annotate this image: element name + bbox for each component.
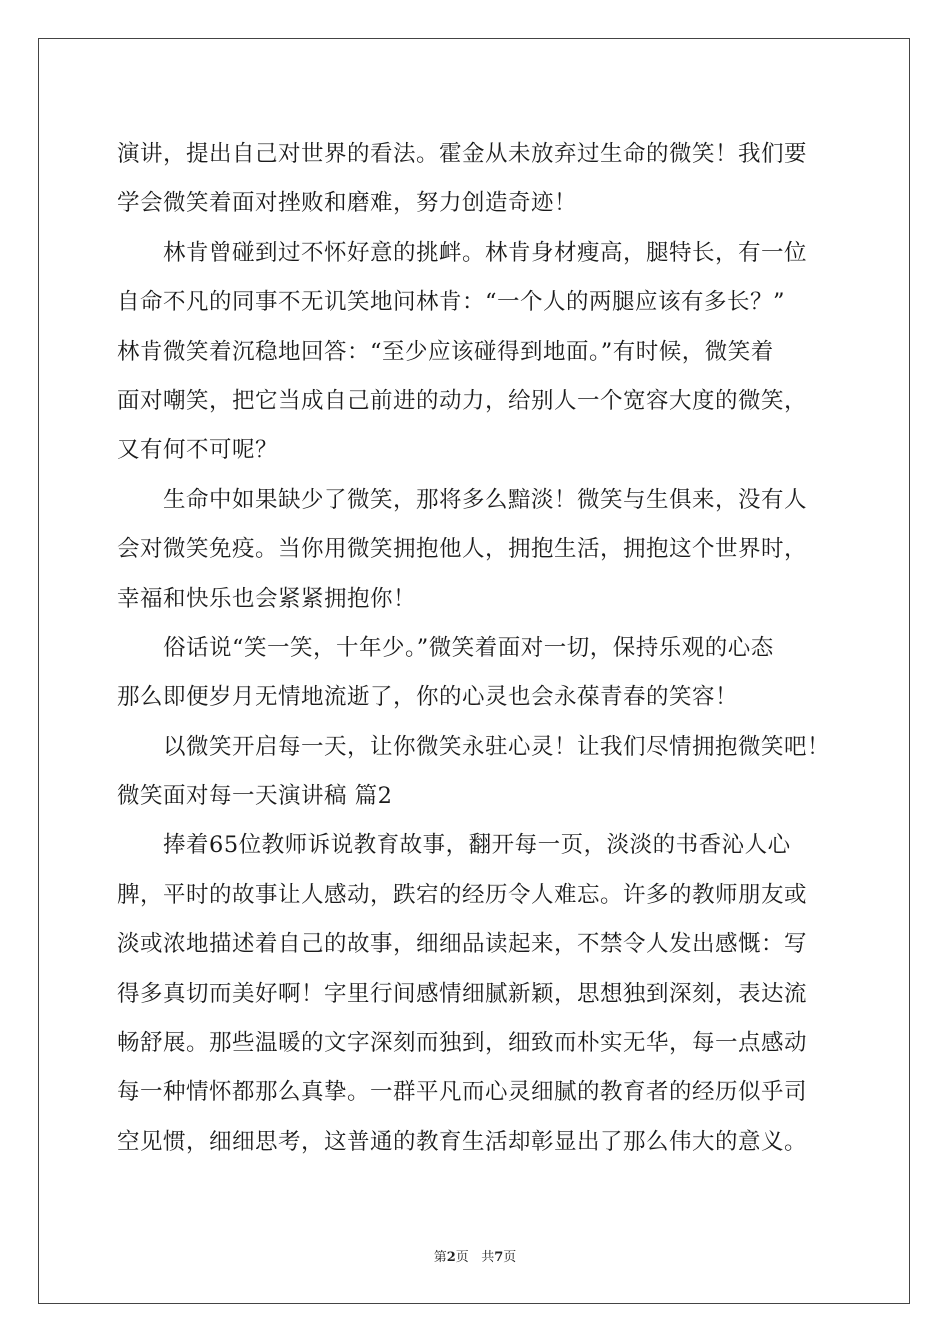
text-line: 生命中如果缺少了微笑，那将多么黯淡！微笑与生俱来，没有人 — [163, 486, 808, 513]
text-line: 演讲，提出自己对世界的看法。霍金从未放弃过生命的微笑！我们要 — [117, 141, 808, 167]
total-pages: 7 — [494, 1250, 504, 1265]
page-number: 2 — [446, 1250, 456, 1265]
text-line: 那么即便岁月无情地流逝了，你的心灵也会永葆青春的笑容！ — [117, 684, 739, 711]
page-footer — [0, 1246, 950, 1265]
text-line: 以微笑开启每一天，让你微笑永驻心灵！让我们尽情拥抱微笑吧！ — [163, 733, 831, 760]
text-line: 每一种情怀都那么真挚。一群平凡而心灵细腻的教育者的经历似乎司 — [117, 1079, 808, 1106]
text-line: 自命不凡的同事不无讥笑地问林肯：“一个人的两腿应该有多长？” — [117, 289, 786, 316]
text-line: 得多真切而美好啊！字里行间感情细腻新颖，思想独到深刻，表达流 — [117, 980, 808, 1007]
total-suffix: 页 — [503, 1250, 517, 1265]
text-line: 学会微笑着面对挫败和磨难，努力创造奇迹！ — [117, 190, 578, 217]
page-suffix: 页 — [455, 1250, 469, 1265]
text-line: 面对嘲笑，把它当成自己前进的动力，给别人一个宽容大度的微笑， — [117, 387, 808, 414]
text-line: 淡或浓地描述着自己的故事，细细品读起来，不禁令人发出感慨：写 — [117, 931, 808, 958]
text-line: 捧着65位教师诉说教育故事，翻开每一页，淡淡的书香沁人心 — [163, 832, 791, 859]
total-prefix: 共 — [481, 1250, 495, 1265]
text-line: 畅舒展。那些温暖的文字深刻而独到，细致而朴实无华，每一点感动 — [117, 1030, 808, 1057]
document-body — [117, 130, 837, 1167]
text-line: 幸福和快乐也会紧紧拥抱你！ — [117, 585, 417, 612]
page-prefix: 第 — [433, 1250, 447, 1265]
text-line: 空见惯，细细思考，这普通的教育生活却彰显出了那么伟大的意义。 — [117, 1128, 808, 1155]
text-line: 脾，平时的故事让人感动，跌宕的经历令人难忘。许多的教师朋友或 — [117, 881, 808, 908]
text-line: 会对微笑免疫。当你用微笑拥抱他人，拥抱生活，拥抱这个世界时， — [117, 536, 808, 563]
text-line: 俗话说“笑一笑，十年少。”微笑着面对一切，保持乐观的心态 — [163, 634, 774, 661]
text-line: 林肯曾碰到过不怀好意的挑衅。林肯身材瘦高，腿特长，有一位 — [163, 239, 808, 266]
text-line: 林肯微笑着沉稳地回答：“至少应该碰得到地面。”有时候，微笑着 — [117, 338, 774, 365]
text-line: 微笑面对每一天演讲稿 篇2 — [117, 783, 393, 810]
text-line: 又有何不可呢？ — [117, 437, 279, 464]
